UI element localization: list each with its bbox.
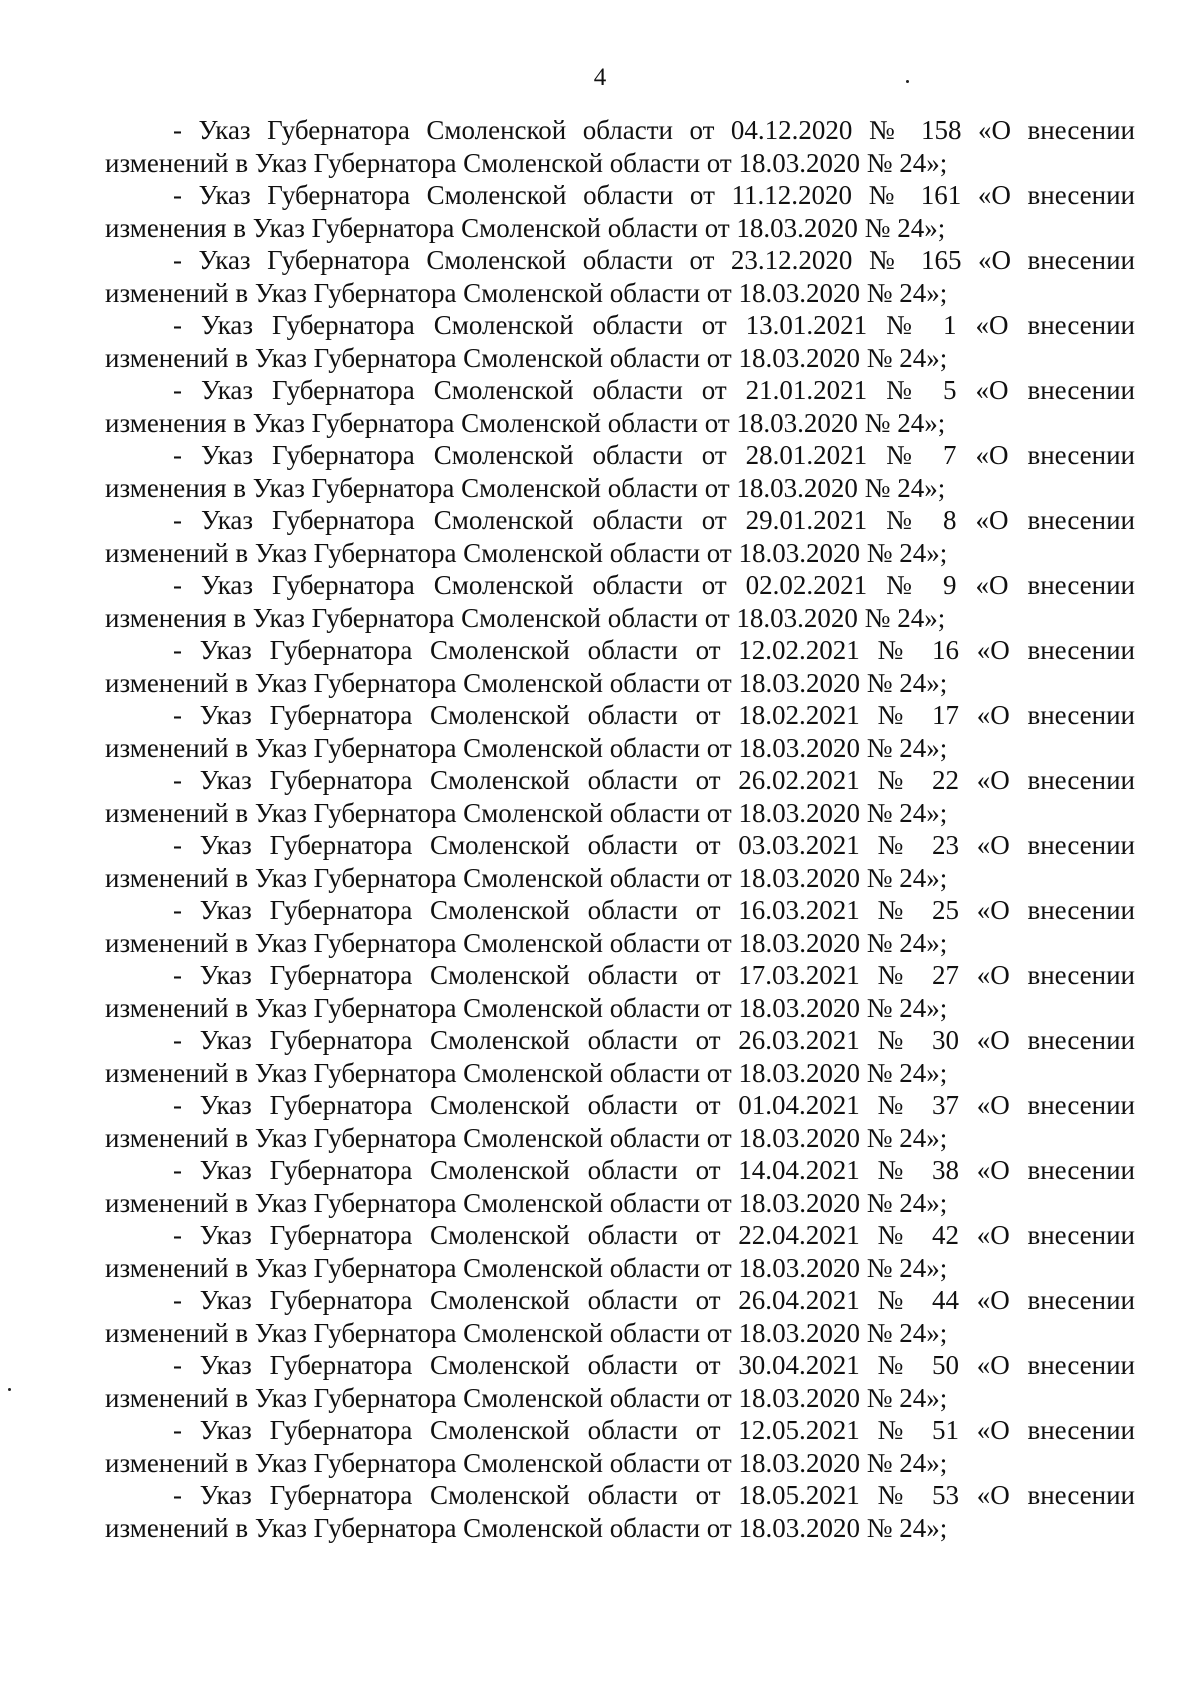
decree-entry [105,1219,1135,1284]
decree-entry [105,1154,1135,1219]
decree-entry-continuation: изменений в Указ Губернатора Смоленской области от 18.03.2020 № 24»; [105,862,948,893]
decree-entry-continuation: изменений в Указ Губернатора Смоленской области от 18.03.2020 № 24»; [105,1382,948,1413]
decree-entry-continuation: изменений в Указ Губернатора Смоленской области от 18.03.2020 № 24»; [105,667,948,698]
decree-entry-continuation: изменений в Указ Губернатора Смоленской области от 18.03.2020 № 24»; [105,1447,948,1478]
decree-entry [105,114,1135,179]
decree-entry-title: - Указ Губернатора Смоленской области от 11.12.2020 № 161 «О внесении [173,180,1135,210]
decree-entry-continuation: изменений в Указ Губернатора Смоленской области от 18.03.2020 № 24»; [105,1512,948,1543]
decree-entry-title: - Указ Губернатора Смоленской области от 18.05.2021 № 53 «О внесении [173,1480,1135,1510]
decree-entry [105,504,1135,569]
decree-entry-continuation: изменений в Указ Губернатора Смоленской области от 18.03.2020 № 24»; [105,277,948,308]
decree-entry-title: - Указ Губернатора Смоленской области от 28.01.2021 № 7 «О внесении [173,440,1135,470]
decree-entry [105,1024,1135,1089]
scan-speck-left [8,1388,11,1391]
decree-entry-title: - Указ Губернатора Смоленской области от 21.01.2021 № 5 «О внесении [173,375,1135,405]
decree-entry-title: - Указ Губернатора Смоленской области от 03.03.2021 № 23 «О внесении [173,830,1135,860]
decree-entry-title: - Указ Губернатора Смоленской области от 01.04.2021 № 37 «О внесении [173,1090,1135,1120]
decree-entry [105,959,1135,1024]
decree-entry [105,1414,1135,1479]
decree-entry-continuation: изменения в Указ Губернатора Смоленской области от 18.03.2020 № 24»; [105,602,946,633]
decree-entry-title: - Указ Губернатора Смоленской области от 22.04.2021 № 42 «О внесении [173,1220,1135,1250]
decree-entry [105,1089,1135,1154]
decree-entry-continuation: изменений в Указ Губернатора Смоленской области от 18.03.2020 № 24»; [105,342,948,373]
decree-entry [105,829,1135,894]
decree-entry-continuation: изменений в Указ Губернатора Смоленской области от 18.03.2020 № 24»; [105,1057,948,1088]
page-number: 4 [593,64,607,91]
decree-entry-continuation: изменения в Указ Губернатора Смоленской области от 18.03.2020 № 24»; [105,212,946,243]
decree-entry-continuation: изменения в Указ Губернатора Смоленской области от 18.03.2020 № 24»; [105,472,946,503]
decree-entry-continuation: изменений в Указ Губернатора Смоленской области от 18.03.2020 № 24»; [105,1187,948,1218]
decree-entry-title: - Указ Губернатора Смоленской области от 26.04.2021 № 44 «О внесении [173,1285,1135,1315]
decree-entry-continuation: изменений в Указ Губернатора Смоленской области от 18.03.2020 № 24»; [105,1317,948,1348]
decree-entry [105,309,1135,374]
decree-entry [105,374,1135,439]
decree-entry [105,244,1135,309]
decree-entry [105,439,1135,504]
decree-entry [105,569,1135,634]
decree-entry-title: - Указ Губернатора Смоленской области от 18.02.2021 № 17 «О внесении [173,700,1135,730]
decree-entry-title: - Указ Губернатора Смоленской области от 17.03.2021 № 27 «О внесении [173,960,1135,990]
decree-entry-title: - Указ Губернатора Смоленской области от 13.01.2021 № 1 «О внесении [173,310,1135,340]
decree-entry [105,1284,1135,1349]
decree-entry-continuation: изменений в Указ Губернатора Смоленской области от 18.03.2020 № 24»; [105,537,948,568]
decree-entry-title: - Указ Губернатора Смоленской области от 26.02.2021 № 22 «О внесении [173,765,1135,795]
decree-entry-continuation: изменений в Указ Губернатора Смоленской области от 18.03.2020 № 24»; [105,732,948,763]
decree-entry [105,699,1135,764]
decree-entry-continuation: изменений в Указ Губернатора Смоленской области от 18.03.2020 № 24»; [105,927,948,958]
decree-entry-title: - Указ Губернатора Смоленской области от 23.12.2020 № 165 «О внесении [173,245,1135,275]
decree-list [105,114,1135,1544]
decree-entry-title: - Указ Губернатора Смоленской области от 02.02.2021 № 9 «О внесении [173,570,1135,600]
scan-speck-top [906,80,909,83]
decree-entry-title: - Указ Губернатора Смоленской области от 29.01.2021 № 8 «О внесении [173,505,1135,535]
decree-entry [105,894,1135,959]
decree-entry [105,634,1135,699]
decree-entry-continuation: изменений в Указ Губернатора Смоленской области от 18.03.2020 № 24»; [105,147,948,178]
decree-entry-title: - Указ Губернатора Смоленской области от 12.05.2021 № 51 «О внесении [173,1415,1135,1445]
decree-entry-continuation: изменений в Указ Губернатора Смоленской области от 18.03.2020 № 24»; [105,992,948,1023]
decree-entry-continuation: изменения в Указ Губернатора Смоленской области от 18.03.2020 № 24»; [105,407,946,438]
decree-entry-continuation: изменений в Указ Губернатора Смоленской области от 18.03.2020 № 24»; [105,1122,948,1153]
decree-entry-title: - Указ Губернатора Смоленской области от 14.04.2021 № 38 «О внесении [173,1155,1135,1185]
decree-entry-title: - Указ Губернатора Смоленской области от 04.12.2020 № 158 «О внесении [173,115,1135,145]
decree-entry [105,764,1135,829]
decree-entry-continuation: изменений в Указ Губернатора Смоленской области от 18.03.2020 № 24»; [105,797,948,828]
decree-entry [105,179,1135,244]
decree-entry-title: - Указ Губернатора Смоленской области от 30.04.2021 № 50 «О внесении [173,1350,1135,1380]
decree-entry [105,1479,1135,1544]
decree-entry-title: - Указ Губернатора Смоленской области от 12.02.2021 № 16 «О внесении [173,635,1135,665]
decree-entry [105,1349,1135,1414]
decree-entry-title: - Указ Губернатора Смоленской области от 16.03.2021 № 25 «О внесении [173,895,1135,925]
decree-entry-continuation: изменений в Указ Губернатора Смоленской области от 18.03.2020 № 24»; [105,1252,948,1283]
decree-entry-title: - Указ Губернатора Смоленской области от 26.03.2021 № 30 «О внесении [173,1025,1135,1055]
